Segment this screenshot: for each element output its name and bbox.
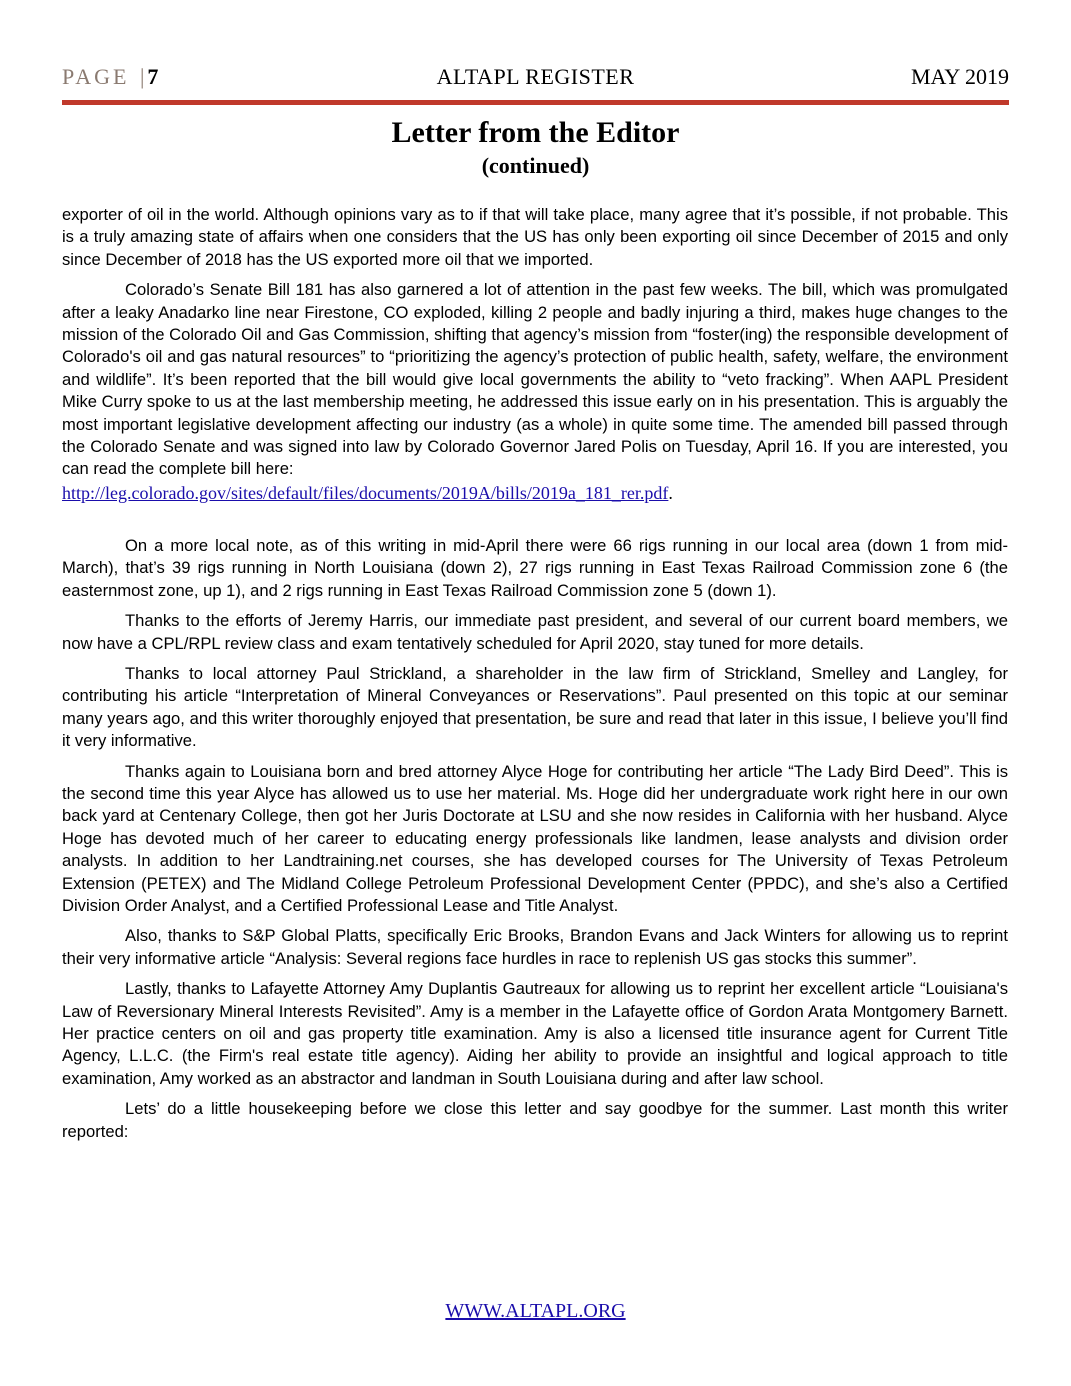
paragraph-cpl-class: Thanks to the efforts of Jeremy Harris, our immediate past president, and several of our current board members, we now have a CPL/RPL review class and exam tentatively scheduled for April 2020, stay tuned for more details. (62, 611, 1008, 653)
bill-link[interactable]: http://leg.colorado.gov/sites/default/files/documents/2019A/bills/2019a_181_rer.pdf (62, 482, 669, 503)
header-rule (62, 100, 1009, 105)
paragraph-colorado-bill: Colorado’s Senate Bill 181 has also garnered a lot of attention in the past few weeks. The bill, which was promulgated after a leaky Anadarko line near Firestone, CO exploded, killing 2 people and badly injuring a third, makes huge changes to the mission of the Colorado Oil and Gas Commission, shifting that agency’s mission from “foster(ing) the responsible development of Colorado's oil and gas natural resources” to “prioritizing the agency’s protection of public health, safety, welfare, the environment and wildlife”. It’s been reported that the bill would give local governments the ability to “veto fracking”. When AAPL President Mike Curry spoke to us at the last membership meeting, he addressed this issue early on in his presentation. This is arguably the most important legislative development affecting our industry (as a whole) in quite some time. The amended bill passed through the Colorado Senate and was signed into law by Colorado Governor Jared Polis on Tuesday, April 16. If you are interested, you can read the complete bill here: (62, 280, 1008, 479)
bill-link-period: . (668, 482, 673, 503)
article-body (62, 204, 1008, 1151)
paragraph-platts: Also, thanks to S&P Global Platts, specifically Eric Brooks, Brandon Evans and Jack Winters for allowing us to reprint their very informative article “Analysis: Several regions face hurdles in race to replenish US gas stocks this summer”. (62, 926, 1008, 968)
paragraph-rig-count: On a more local note, as of this writing in mid-April there were 66 rigs running in our local area (down 1 from mid-March), that’s 39 rigs running in North Louisiana (down 2), 27 rigs running in East Texas Railroad Commission zone 6 (the easternmost zone, up 1), and 2 rigs running in East Texas Railroad Commission zone 5 (down 1). (62, 535, 1008, 600)
paragraph-strickland: Thanks to local attorney Paul Strickland, a shareholder in the law firm of Strickland, Smelley and Langley, for contributing his article “Interpretation of Mineral Conveyances or Reservations”. Paul presented on this topic at our seminar many years ago, and this writer thoroughly enjoyed that presentation, be sure and read that later in this issue, I believe you’ll find it very informative. (62, 663, 1008, 751)
page-footer (0, 1300, 1071, 1323)
paragraph-continued: exporter of oil in the world. Although opinions vary as to if that will take place, many agree that it’s possible, if not probable. This is a truly amazing state of affairs when one considers that the US has only been exporting oil since December of 2015 and only since December of 2018 has the US exported more oil that we imported. (62, 205, 1008, 269)
article-subtitle: (continued) (481, 153, 590, 178)
issue-date: MAY 2019 (910, 64, 1009, 89)
publication-title: ALTAPL REGISTER (436, 64, 635, 89)
bill-link-line (62, 481, 1008, 505)
website-link[interactable]: WWW.ALTAPL.ORG (445, 1300, 626, 1322)
article-heading (62, 114, 1009, 180)
page-number: 7 (147, 64, 159, 89)
page-header (62, 64, 1009, 96)
page-separator: | (139, 64, 148, 89)
paragraph-housekeeping: Lets’ do a little housekeeping before we close this letter and say goodbye for the summer. Last month this writer reported: (62, 1099, 1008, 1141)
paragraph-hoge: Thanks again to Louisiana born and bred attorney Alyce Hoge for contributing her article “The Lady Bird Deed”. This is the second time this year Alyce has allowed us to use her material. Ms. Hoge did her undergraduate work right here in our own back yard at Centenary College, then got her Juris Doctorate at LSU and she now resides in California with her husband. Alyce Hoge has devoted much of her career to educating energy professionals like landmen, lease analysts and division order analysts. In addition to her Landtraining.net courses, she has developed courses for The University of Texas Petroleum Extension (PETEX) and The Midland College Petroleum Professional Development Center (PPDC), and she’s also a Certified Division Order Analyst, and a Certified Professional Lease and Title Analyst. (62, 761, 1008, 915)
article-title: Letter from the Editor (391, 116, 680, 149)
paragraph-gautreaux: Lastly, thanks to Lafayette Attorney Amy Duplantis Gautreaux for allowing us to reprint her excellent article “Louisiana's Law of Reversionary Mineral Interests Revisited”. Amy is a member in the Lafayette office of Gordon Arata Montgomery Barnett. Her practice centers on oil and gas property title examination. Amy is also a licensed title insurance agent for Current Title Agency, L.L.C. (the Firm's real estate title agency). Aiding her ability to provide an insightful and logical approach to title examination, Amy worked as an abstractor and landman in South Louisiana during and after law school. (62, 979, 1008, 1088)
page-label-text: PAGE (62, 64, 130, 89)
